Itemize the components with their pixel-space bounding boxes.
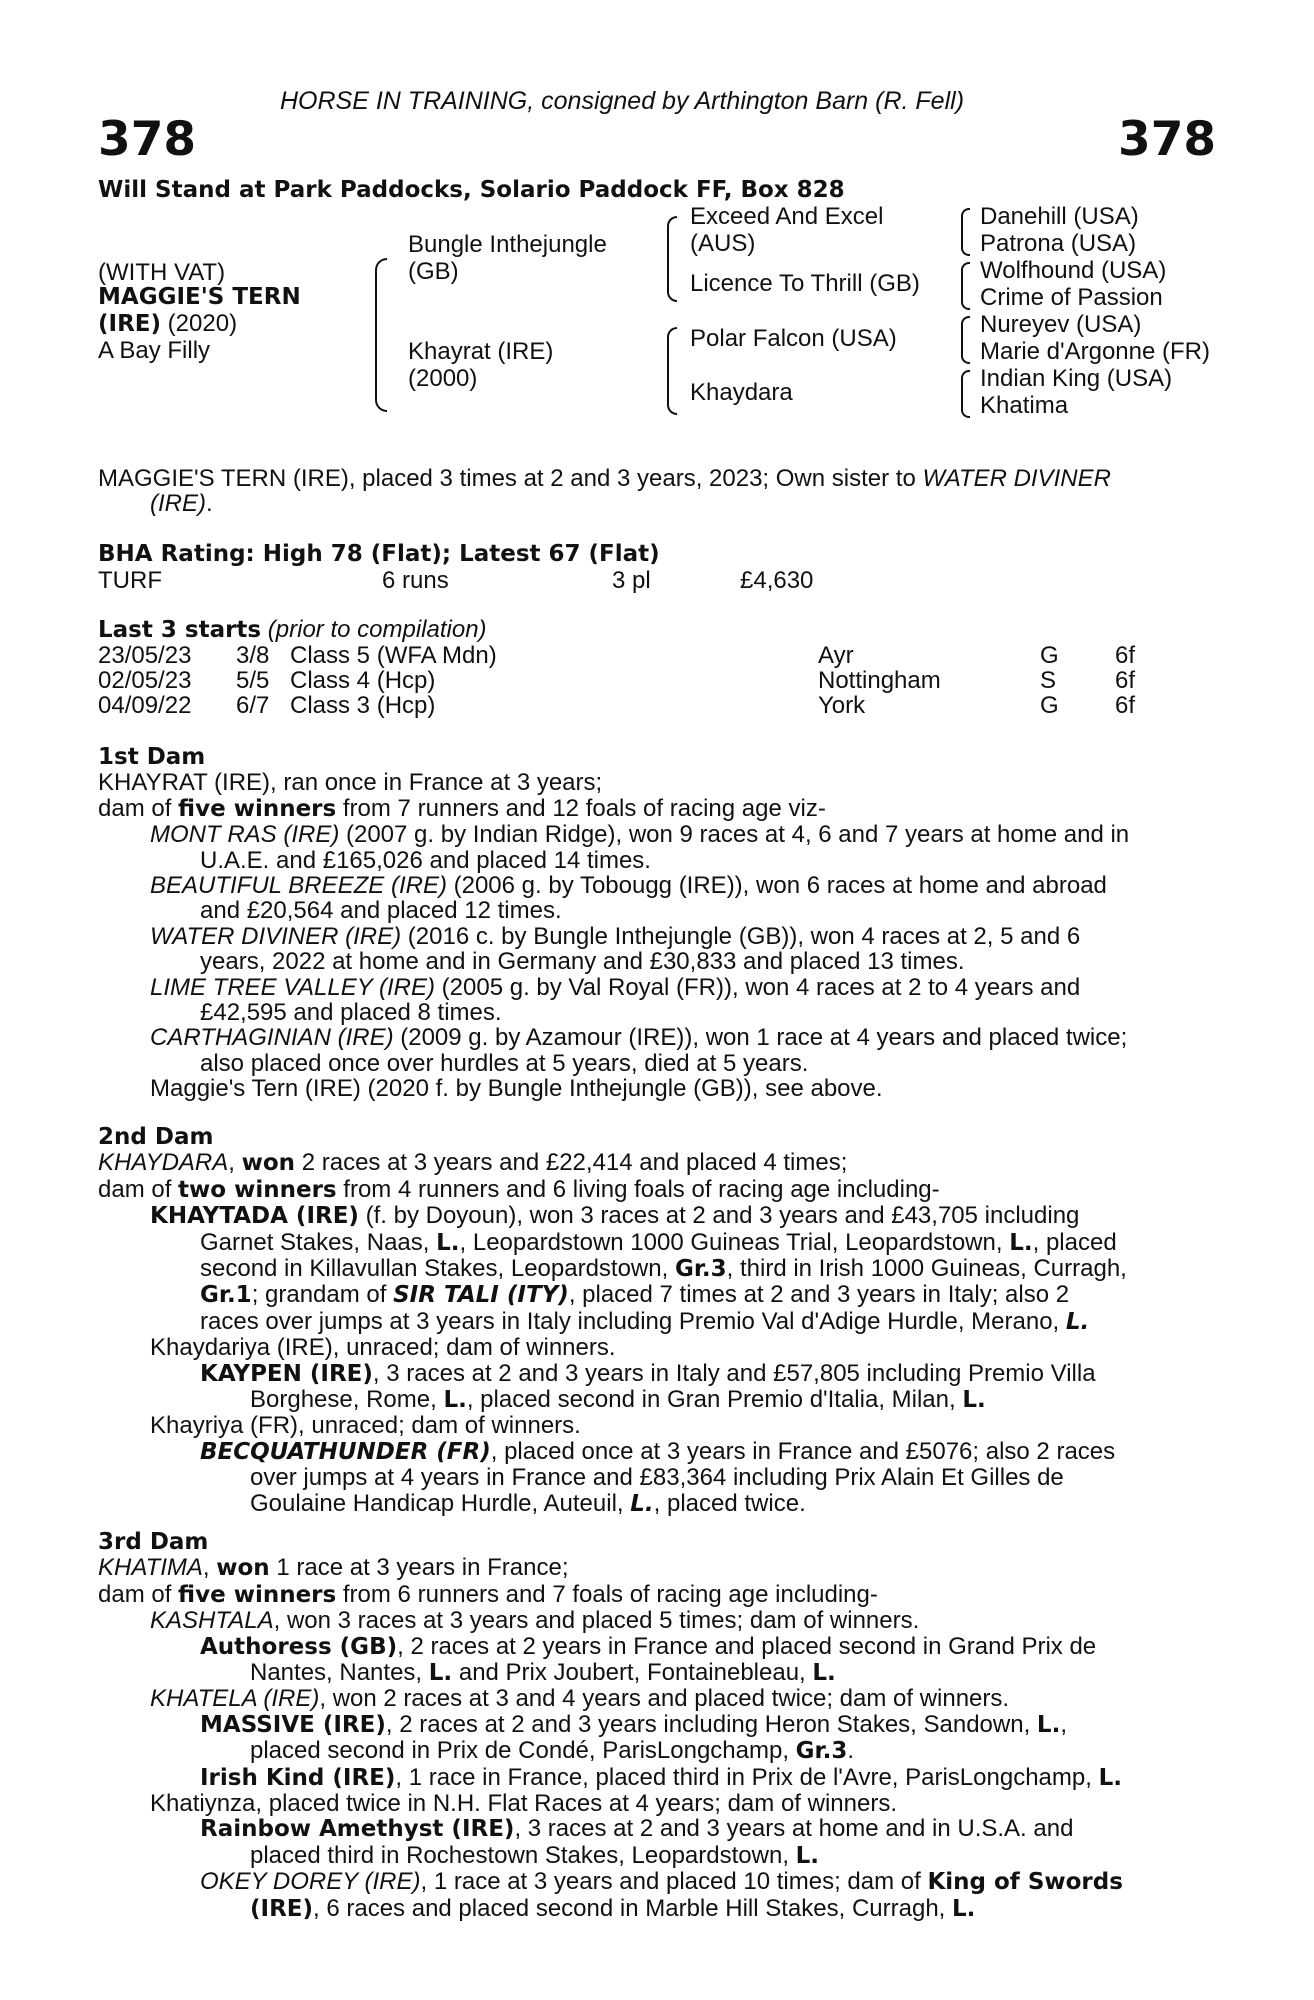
produce-entry-cont: Borghese, Rome, L., placed second in Gran Premio d'Italia, Milan, L.	[250, 1386, 986, 1414]
horse-origin-year	[98, 311, 237, 337]
dam-sire-name: Polar Falcon (USA)	[690, 325, 897, 352]
pedigree-brace-g1	[961, 208, 970, 256]
sire-country: (GB)	[408, 258, 459, 285]
horse-description: A Bay Filly	[98, 337, 211, 364]
rating-earnings: £4,630	[740, 567, 814, 594]
second-dam-intro: KHAYDARA, won 2 races at 3 years and £22,414 and placed 4 times;	[98, 1149, 848, 1177]
ancestor-indian-king: Indian King (USA)	[980, 365, 1173, 392]
third-dam-heading: 3rd Dam	[98, 1529, 209, 1555]
summary-end: .	[206, 490, 213, 517]
rating-surface: TURF	[98, 567, 162, 594]
sire-dam-name: Licence To Thrill (GB)	[690, 270, 920, 297]
produce-entry: WATER DIVINER (IRE) (2016 c. by Bungle Inthejungle (GB)), won 4 races at 2, 5 and 6	[150, 922, 1081, 950]
first-dam-produce-summary: dam of five winners from 7 runners and 12 foals of racing age viz-	[98, 794, 826, 822]
produce-entry: Khayriya (FR), unraced; dam of winners.	[150, 1412, 581, 1440]
start-position: 3/8	[236, 642, 270, 669]
produce-entry-cont: Gr.1; grandam of SIR TALI (ITY), placed 7 times at 2 and 3 years in Italy; also 2	[200, 1281, 1070, 1309]
first-dam-section	[98, 745, 1208, 1102]
summary-sister-country: (IRE)	[150, 490, 206, 517]
produce-entry: CARTHAGINIAN (IRE) (2009 g. by Azamour (IRE)), won 1 race at 4 years and placed twice;	[150, 1024, 1128, 1052]
dam-dam-name: Khaydara	[690, 379, 793, 406]
starts-title: Last 3 starts	[98, 617, 262, 643]
start-date: 23/05/23	[98, 642, 192, 669]
produce-entry: KAYPEN (IRE), 3 races at 2 and 3 years in Italy and £57,805 including Premio Villa	[200, 1359, 1096, 1387]
summary-text: MAGGIE'S TERN (IRE), placed 3 times at 2 and 3 years, 2023; Own sister to	[98, 465, 923, 492]
start-position: 5/5	[236, 667, 270, 694]
ancestor-nureyev: Nureyev (USA)	[980, 311, 1142, 338]
start-class: Class 4 (Hcp)	[290, 667, 436, 694]
ancestor-khatima: Khatima	[980, 392, 1069, 419]
start-distance: 6f	[1115, 667, 1136, 694]
produce-entry-cont: Goulaine Handicap Hurdle, Auteuil, L., placed twice.	[250, 1489, 806, 1517]
second-dam-section	[98, 1125, 1208, 1517]
produce-entry: MONT RAS (IRE) (2007 g. by Indian Ridge), won 9 races at 4, 6 and 7 years at home and in	[150, 821, 1130, 849]
start-class: Class 5 (WFA Mdn)	[290, 642, 497, 669]
produce-entry: LIME TREE VALLEY (IRE) (2005 g. by Val Royal (FR)), won 4 races at 2 to 4 years and	[150, 973, 1081, 1001]
summary-line-1	[98, 466, 1111, 491]
produce-entry-cont: also placed once over hurdles at 5 years, died at 5 years.	[200, 1049, 809, 1077]
ancestor-marie-dargonne: Marie d'Argonne (FR)	[980, 338, 1210, 365]
second-dam-produce-summary: dam of two winners from 4 runners and 6 living foals of racing age including-	[98, 1175, 940, 1203]
start-course: York	[818, 692, 866, 719]
third-dam-produce-summary: dam of five winners from 6 runners and 7 foals of racing age including-	[98, 1580, 878, 1608]
horse-country: (IRE)	[98, 311, 162, 337]
summary-sister: WATER DIVINER	[922, 465, 1111, 492]
dam-year: (2000)	[408, 365, 478, 392]
sire-sire-country: (AUS)	[690, 230, 756, 257]
start-distance: 6f	[1115, 692, 1136, 719]
produce-entry-cont: and £20,564 and placed 12 times.	[200, 897, 562, 925]
pedigree-brace-g3	[961, 316, 970, 364]
vat-note: (WITH VAT)	[98, 259, 226, 286]
third-dam-intro: KHATIMA, won 1 race at 3 years in France;	[98, 1554, 569, 1582]
dam-name: Khayrat (IRE)	[408, 338, 554, 365]
produce-entry-cont: Garnet Stakes, Naas, L., Leopardstown 1000 Guineas Trial, Leopardstown, L., placed	[200, 1228, 1117, 1256]
lot-number-left: 378	[98, 112, 197, 167]
second-dam-heading: 2nd Dam	[98, 1124, 214, 1150]
produce-entry: OKEY DOREY (IRE), 1 race at 3 years and placed 10 times; dam of King of Swords	[200, 1868, 1123, 1896]
starts-heading	[98, 617, 487, 643]
ancestor-wolfhound: Wolfhound (USA)	[980, 257, 1167, 284]
start-going: G	[1040, 642, 1059, 669]
ancestor-crime-of-passion: Crime of Passion	[980, 284, 1163, 311]
produce-entry-cont: over jumps at 4 years in France and £83,364 including Prix Alain Et Gilles de	[250, 1464, 1064, 1492]
start-position: 6/7	[236, 692, 270, 719]
start-class: Class 3 (Hcp)	[290, 692, 436, 719]
start-course: Nottingham	[818, 667, 941, 694]
start-course: Ayr	[818, 642, 854, 669]
produce-entry: Authoress (GB), 2 races at 2 years in France and placed second in Grand Prix de	[200, 1632, 1097, 1660]
produce-entry-cont: races over jumps at 3 years in Italy including Premio Val d'Adige Hurdle, Merano, L.	[200, 1307, 1090, 1335]
produce-entry: Irish Kind (IRE), 1 race in France, placed third in Prix de l'Avre, ParisLongchamp, L.	[200, 1763, 1122, 1791]
produce-entry: Khaydariya (IRE), unraced; dam of winners.	[150, 1334, 616, 1362]
first-dam-heading: 1st Dam	[98, 744, 206, 770]
produce-entry: BECQUATHUNDER (FR), placed once at 3 years in France and £5076; also 2 races	[200, 1437, 1116, 1465]
produce-entry: Maggie's Tern (IRE) (2020 f. by Bungle Inthejungle (GB)), see above.	[150, 1075, 883, 1103]
bha-rating: BHA Rating: High 78 (Flat); Latest 67 (Flat)	[98, 541, 660, 567]
rating-runs: 6 runs	[382, 567, 449, 594]
stabling-location: Will Stand at Park Paddocks, Solario Paddock FF, Box 828	[98, 177, 845, 203]
produce-entry-cont: second in Killavullan Stakes, Leopardstown, Gr.3, third in Irish 1000 Guineas, Curragh,	[200, 1255, 1127, 1283]
pedigree-brace-dam	[667, 327, 677, 415]
produce-entry: KASHTALA, won 3 races at 3 years and placed 5 times; dam of winners.	[150, 1607, 920, 1635]
produce-entry-cont: years, 2022 at home and in Germany and £30,833 and placed 13 times.	[200, 948, 965, 976]
produce-entry: MASSIVE (IRE), 2 races at 2 and 3 years including Heron Stakes, Sandown, L.,	[200, 1710, 1067, 1738]
consignment-line: HORSE IN TRAINING, consigned by Arthington Barn (R. Fell)	[280, 87, 965, 115]
start-date: 04/09/22	[98, 692, 192, 719]
produce-entry: Khatiynza, placed twice in N.H. Flat Races at 4 years; dam of winners.	[150, 1790, 897, 1818]
produce-entry: Rainbow Amethyst (IRE), 3 races at 2 and 3 years at home and in U.S.A. and	[200, 1815, 1074, 1843]
produce-entry-cont: placed second in Prix de Condé, ParisLongchamp, Gr.3.	[250, 1737, 855, 1765]
produce-entry-cont: Nantes, Nantes, L. and Prix Joubert, Fontainebleau, L.	[250, 1659, 836, 1687]
third-dam-section	[98, 1530, 1208, 1922]
summary-line-2	[150, 491, 213, 516]
horse-name: MAGGIE'S TERN	[98, 284, 301, 310]
produce-entry-cont: placed third in Rochestown Stakes, Leopardstown, L.	[250, 1841, 820, 1869]
sire-name: Bungle Inthejungle	[408, 231, 607, 258]
start-going: S	[1040, 667, 1057, 694]
pedigree-brace-main	[375, 258, 387, 412]
produce-entry-cont: U.A.E. and £165,026 and placed 14 times.	[200, 846, 651, 874]
rating-placed: 3 pl	[612, 567, 651, 594]
horse-year: (2020)	[161, 310, 238, 337]
produce-entry: BEAUTIFUL BREEZE (IRE) (2006 g. by Tobougg (IRE)), won 6 races at home and abroad	[150, 872, 1107, 900]
pedigree-brace-sire	[667, 216, 677, 302]
sire-sire-name: Exceed And Excel	[690, 203, 884, 230]
produce-entry: KHAYTADA (IRE) (f. by Doyoun), won 3 races at 2 and 3 years and £43,705 including	[150, 1202, 1080, 1230]
pedigree-brace-g2	[961, 262, 970, 310]
produce-entry-cont: £42,595 and placed 8 times.	[200, 999, 502, 1027]
produce-entry-cont: (IRE), 6 races and placed second in Marble Hill Stakes, Curragh, L.	[250, 1894, 976, 1922]
start-distance: 6f	[1115, 642, 1136, 669]
lot-number-right: 378	[1118, 112, 1217, 167]
starts-note: (prior to compilation)	[267, 616, 487, 643]
ancestor-patrona: Patrona (USA)	[980, 230, 1137, 257]
produce-entry: KHATELA (IRE), won 2 races at 3 and 4 years and placed twice; dam of winners.	[150, 1685, 1010, 1713]
first-dam-intro: KHAYRAT (IRE), ran once in France at 3 years;	[98, 769, 603, 797]
start-date: 02/05/23	[98, 667, 192, 694]
pedigree-brace-g4	[961, 370, 970, 418]
start-going: G	[1040, 692, 1059, 719]
ancestor-danehill: Danehill (USA)	[980, 203, 1139, 230]
